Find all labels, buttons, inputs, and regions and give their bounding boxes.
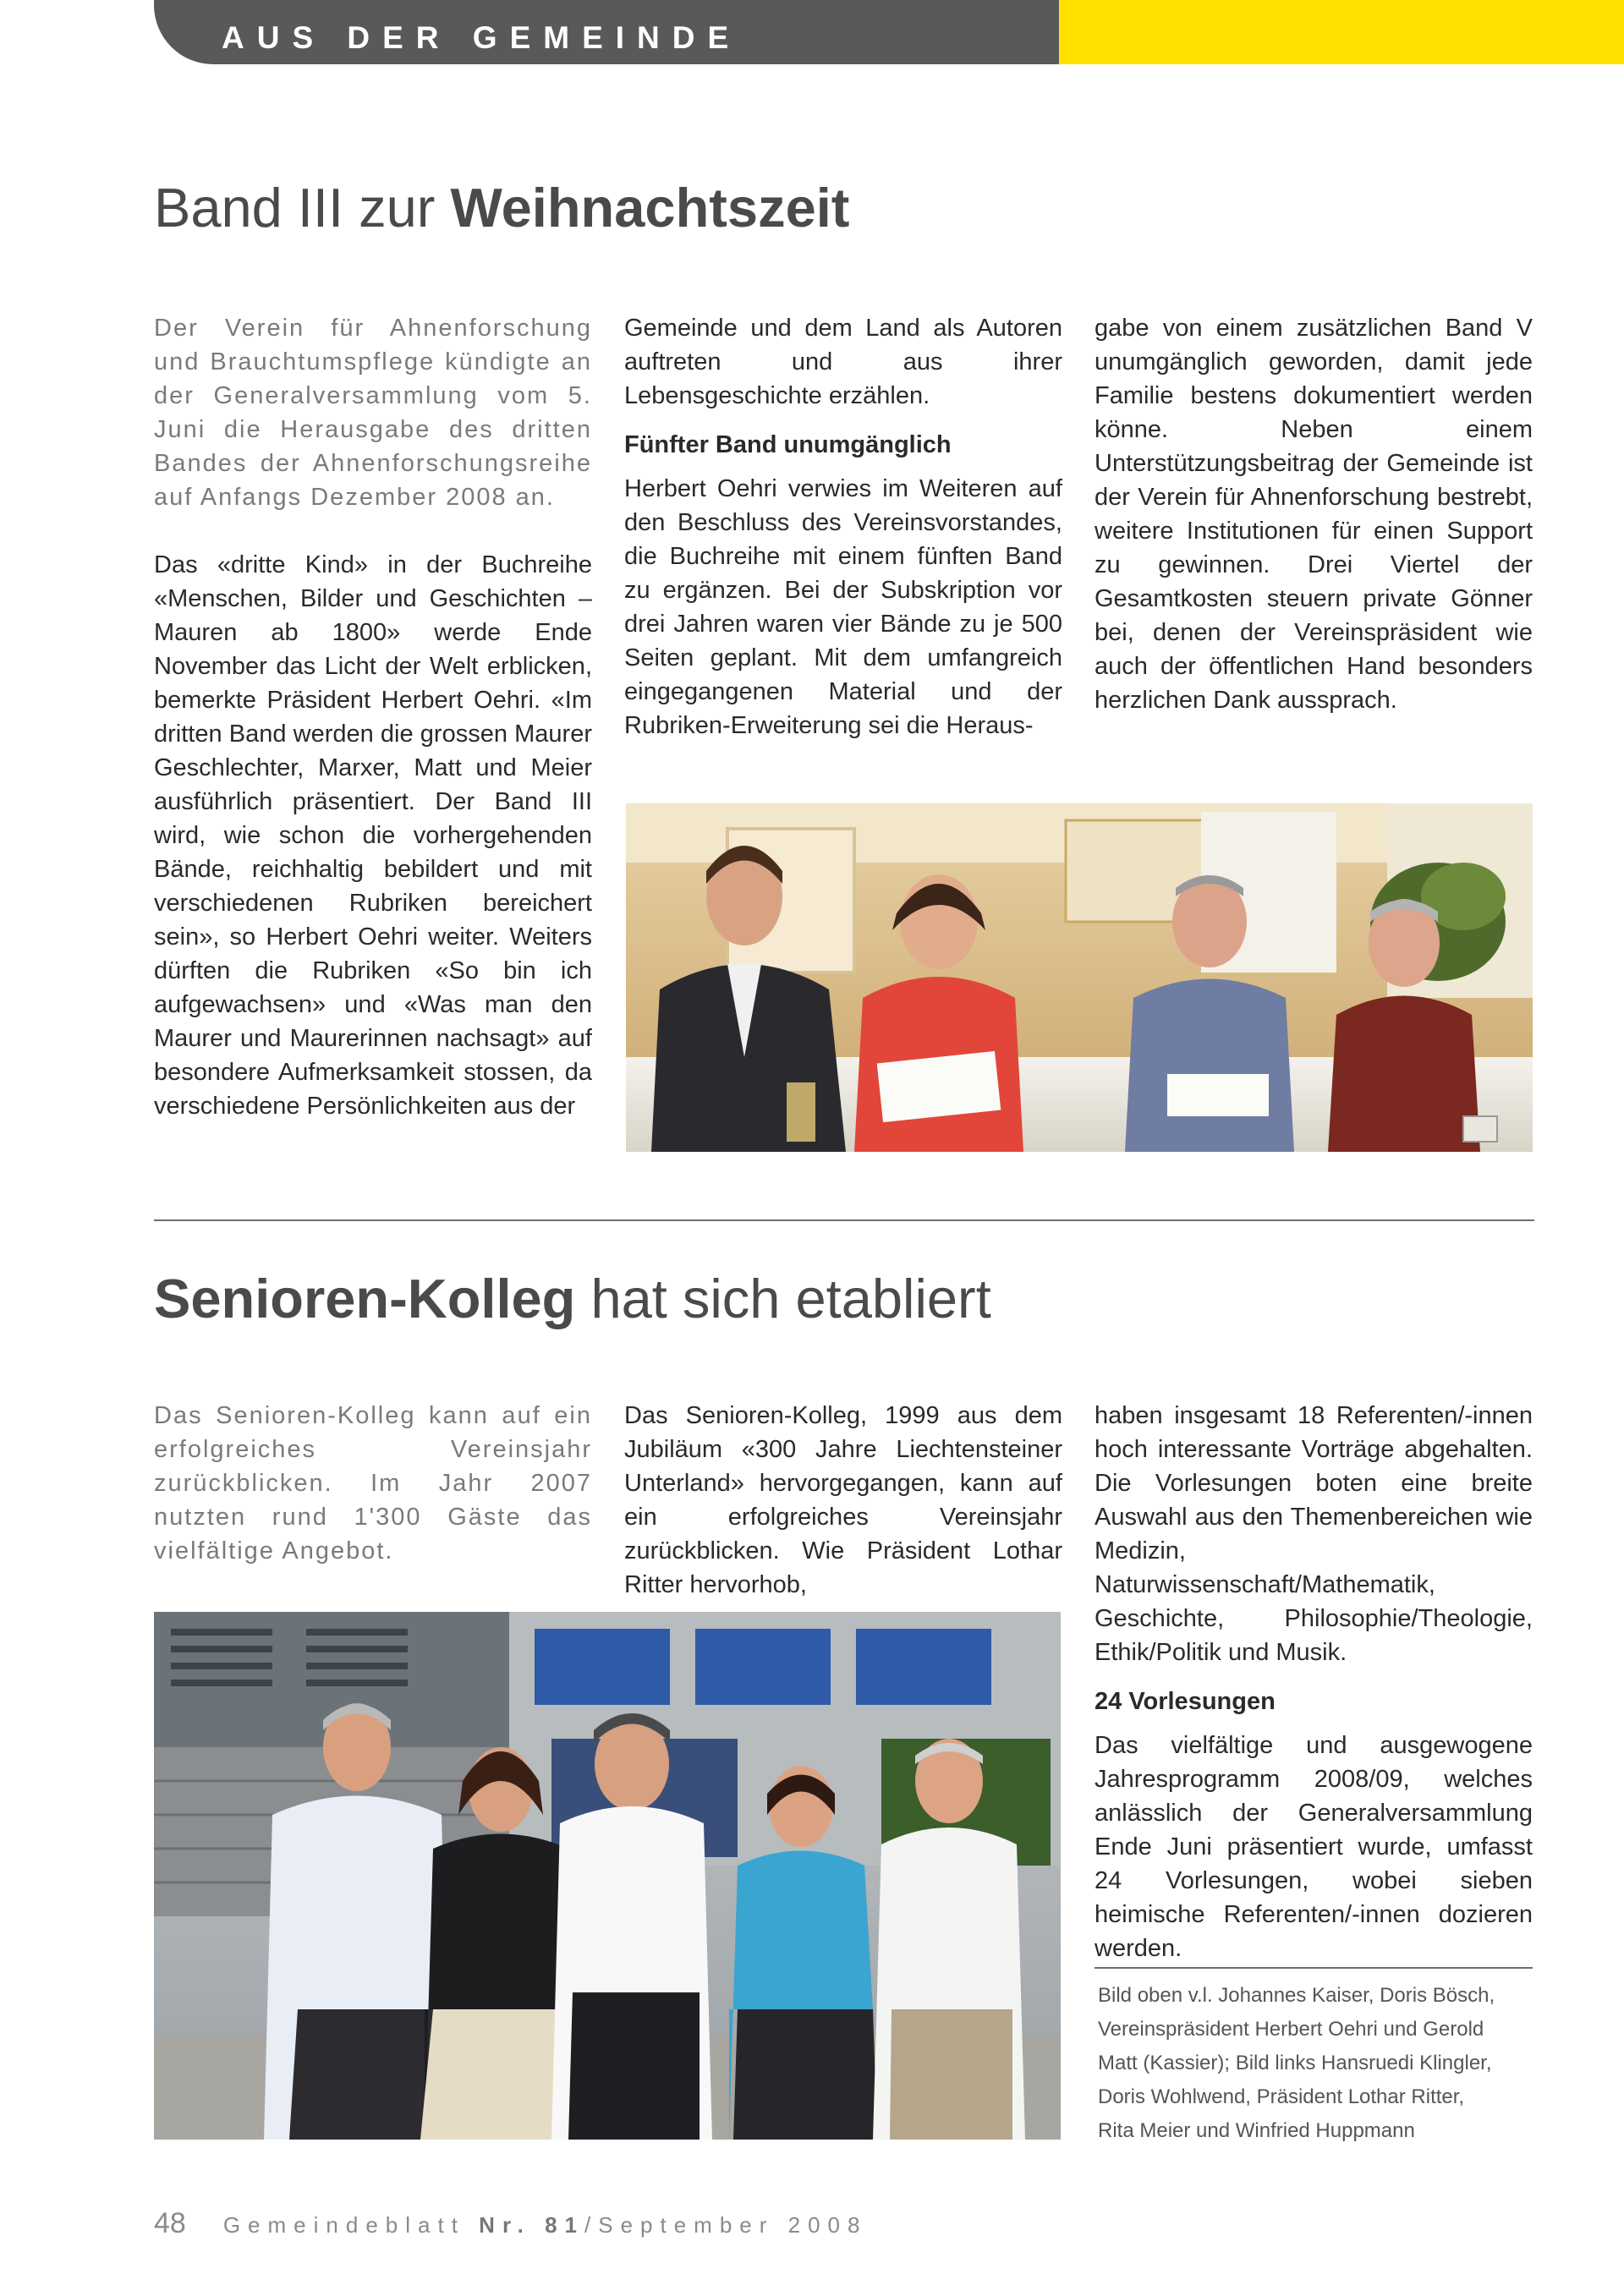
article2-subhead: 24 Vorlesungen <box>1095 1688 1276 1715</box>
article1-column-1 <box>154 311 592 1123</box>
article1-lead: Der Verein für Ahnenforschung und Brauchtumspflege kündigte an der Generalversammlung vom 5. Juni die Herausgabe des dritten Bandes der Ahnenforschungsreihe auf Anfangs Dezember 2008 an. <box>154 315 592 511</box>
photo-senioren-kolleg-group <box>154 1612 1061 2140</box>
article2-body-2: haben insgesamt 18 Referenten/-innen hoch interessante Vorträge abgehalten. Die Vorlesungen boten eine breite Auswahl aus den Themenbereichen wie Medizin, Naturwissenschaft/Mathematik, Geschichte, Philosophie/Theologie, Ethik/Politik und Musik. <box>1095 1402 1533 1666</box>
caption-line: Rita Meier und Winfried Huppmann <box>1098 2119 1415 2142</box>
article2-title: Senioren-Kolleg hat sich etabliert <box>154 1268 991 1329</box>
caption-line: Doris Wohlwend, Präsident Lothar Ritter, <box>1098 2085 1465 2108</box>
article2-column-2 <box>624 1399 1062 1602</box>
article1-body-3: Herbert Oehri verwies im Weiteren auf den Beschluss des Vereinsvorstandes, die Buchreihe mit einem fünften Band zu ergänzen. Bei der Subskription vor drei Jahren waren vier Bände zu je 500 Seiten geplant. Mit dem umfangreich eingegangenen Material und der Rubriken-Erweiterung sei die Heraus- <box>624 475 1062 739</box>
article2-lead: Das Senioren-Kolleg kann auf ein erfolgreiches Vereinsjahr zurückblicken. Im Jahr 2007 nutzten rund 1'300 Gäste das vielfältige Angebot. <box>154 1402 592 1564</box>
caption-line: Vereinspräsident Herbert Oehri und Gerold <box>1098 2018 1484 2041</box>
photo-committee-table <box>626 803 1533 1152</box>
article1-title: Band III zur Weihnachtszeit <box>154 177 850 238</box>
article1-body-2: Gemeinde und dem Land als Autoren auftreten und aus ihrer Lebensgeschichte erzählen. <box>624 315 1062 409</box>
article1-body-1: Das «dritte Kind» in der Buchreihe «Menschen, Bilder und Geschichten – Mauren ab 1800» werde Ende November das Licht der Welt erblicken, bemerkte Präsident Herbert Oehri. «Im dritten Band werden die grossen Maurer Geschlechter, Marxer, Matt und Meier ausführlich präsentiert. Der Band III wird, wie schon die vorhergehenden Bände, reichhaltig bebildert und mit verschiedenen Rubriken bereichert sein», so Herbert Oehri weiter. Weiters dürften die Rubriken «So bin ich aufgewachsen» und «Was man den Maurer und Maurerinnen nachsagt» auf besondere Aufmerksamkeit stossen, da verschiedene Persönlichkeiten aus der <box>154 551 592 1120</box>
page-number: 48 <box>154 2207 186 2239</box>
publication-info: Gemeindeblatt Nr. 81/September 2008 <box>222 2212 868 2238</box>
article1-column-3 <box>1095 311 1533 717</box>
section-title: AUS DER GEMEINDE <box>222 20 742 55</box>
page-footer <box>154 2207 867 2240</box>
article2-body-3: Das vielfältige und ausgewogene Jahresprogramm 2008/09, welches anlässlich der Generalversammlung Ende Juni präsentiert wurde, umfasst 24 Vorlesungen, wobei sieben heimische Referenten/-innen dozieren werden. <box>1095 1732 1533 1962</box>
article1-column-2 <box>624 311 1062 743</box>
header-accent-bar <box>1059 0 1624 64</box>
article1-body-4: gabe von einem zusätzlichen Band V unumgänglich geworden, damit jede Familie bestens dokumentiert werden könne. Neben einem Unterstützungsbeitrag der Gemeinde ist der Verein für Ahnenforschung bestrebt, weitere Institutionen für einen Support zu gewinnen. Drei Viertel der Gesamtkosten steuern private Gönner bei, denen der Vereinspräsident wie auch der öffentlichen Hand besonders herzlichen Dank aussprach. <box>1095 315 1533 714</box>
article2-column-1 <box>154 1399 592 1568</box>
article1-subhead: Fünfter Band unumgänglich <box>624 431 952 458</box>
article2-column-3 <box>1095 1399 1533 1965</box>
article2-body-1: Das Senioren-Kolleg, 1999 aus dem Jubiläum «300 Jahre Liechtensteiner Unterland» hervorgegangen, kann auf ein erfolgreiches Vereinsjahr zurückblicken. Wie Präsident Lothar Ritter hervorhob, <box>624 1402 1062 1598</box>
caption-line: Matt (Kassier); Bild links Hansruedi Klingler, <box>1098 2052 1492 2074</box>
caption-line: Bild oben v.l. Johannes Kaiser, Doris Bösch, <box>1098 1984 1495 2007</box>
photo-caption <box>1098 1979 1538 2148</box>
article-divider <box>154 1219 1534 1221</box>
caption-rule <box>1095 1967 1533 1969</box>
